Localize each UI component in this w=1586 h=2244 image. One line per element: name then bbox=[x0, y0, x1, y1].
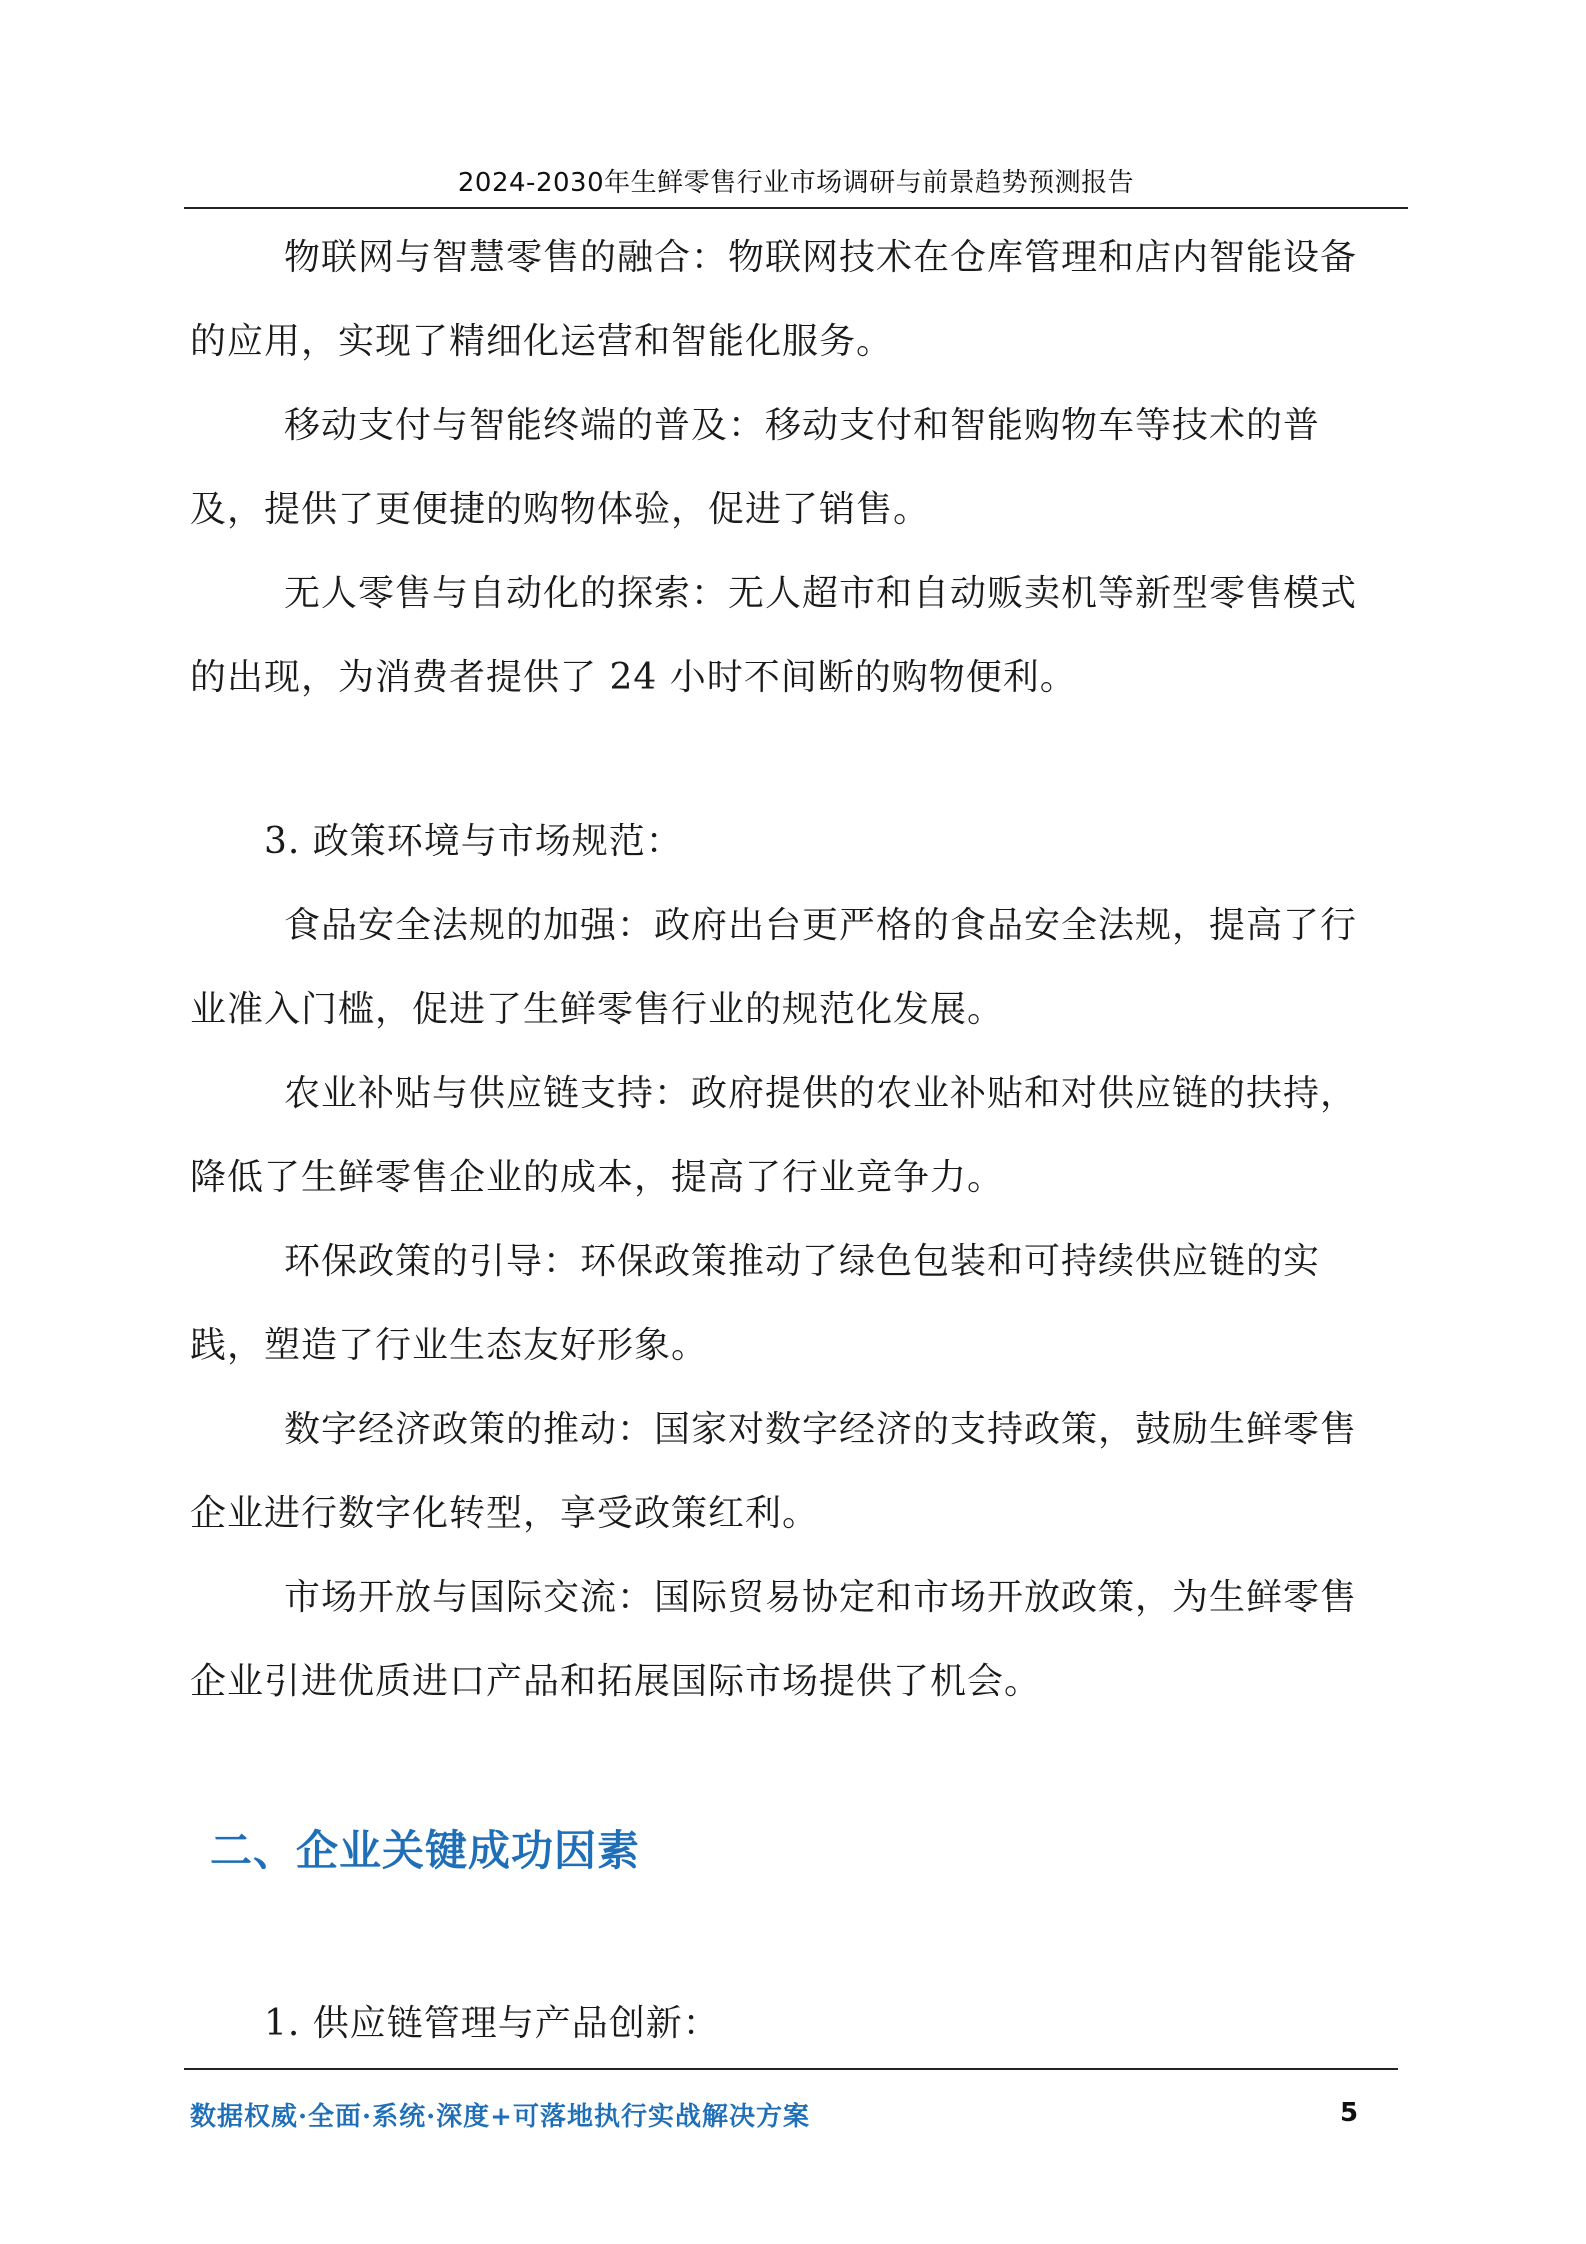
paragraph-environmental-policy bbox=[190, 1220, 1390, 1388]
paragraph-agri-subsidy bbox=[190, 1052, 1390, 1220]
page-header-title: 2024-2030年生鲜零售行业市场调研与前景趋势预测报告 bbox=[457, 168, 1135, 198]
page-number: 5 bbox=[1340, 2098, 1359, 2128]
section-heading: 二、企业关键成功因素 bbox=[210, 1826, 641, 1875]
footer-divider bbox=[184, 2068, 1398, 2070]
paragraph-iot-smart-retail bbox=[190, 216, 1390, 384]
paragraph-text: 市场开放与国际交流：国际贸易协定和市场开放政策，为生鲜零售企业引进优质进口产品和拓展国际市场提供了机会。 bbox=[190, 1577, 1358, 1702]
paragraph-market-opening bbox=[190, 1556, 1390, 1724]
paragraph-text: 环保政策的引导：环保政策推动了绿色包装和可持续供应链的实践，塑造了行业生态友好形象。 bbox=[190, 1241, 1321, 1366]
footer-slogan: 数据权威·全面·系统·深度+可落地执行实战解决方案 bbox=[190, 2102, 810, 2132]
paragraph-mobile-payment bbox=[190, 384, 1390, 552]
paragraph-text: 无人零售与自动化的探索：无人超市和自动贩卖机等新型零售模式的出现，为消费者提供了 24 小时不间断的购物便利。 bbox=[190, 573, 1358, 698]
paragraph-text: 移动支付与智能终端的普及：移动支付和智能购物车等技术的普及，提供了更便捷的购物体验，促进了销售。 bbox=[190, 405, 1321, 530]
paragraph-text: 食品安全法规的加强：政府出台更严格的食品安全法规，提高了行业准入门槛，促进了生鲜零售行业的规范化发展。 bbox=[190, 905, 1358, 1030]
paragraph-text: 物联网与智慧零售的融合：物联网技术在仓库管理和店内智能设备的应用，实现了精细化运营和智能化服务。 bbox=[190, 237, 1358, 362]
paragraph-text: 数字经济政策的推动：国家对数字经济的支持政策，鼓励生鲜零售企业进行数字化转型，享受政策红利。 bbox=[190, 1409, 1358, 1534]
paragraph-food-safety bbox=[190, 884, 1390, 1052]
paragraph-text: 3. 政策环境与市场规范： bbox=[264, 821, 683, 862]
paragraph-unmanned-retail bbox=[190, 552, 1390, 720]
paragraph-digital-economy bbox=[190, 1388, 1390, 1556]
paragraph-text: 农业补贴与供应链支持：政府提供的农业补贴和对供应链的扶持，降低了生鲜零售企业的成本，提高了行业竞争力。 bbox=[190, 1073, 1358, 1198]
paragraph-text: 1. 供应链管理与产品创新： bbox=[264, 2003, 720, 2044]
header-divider bbox=[184, 207, 1408, 209]
numbered-item-policy-environment bbox=[264, 800, 1464, 884]
numbered-item-supply-chain bbox=[264, 1982, 1464, 2066]
